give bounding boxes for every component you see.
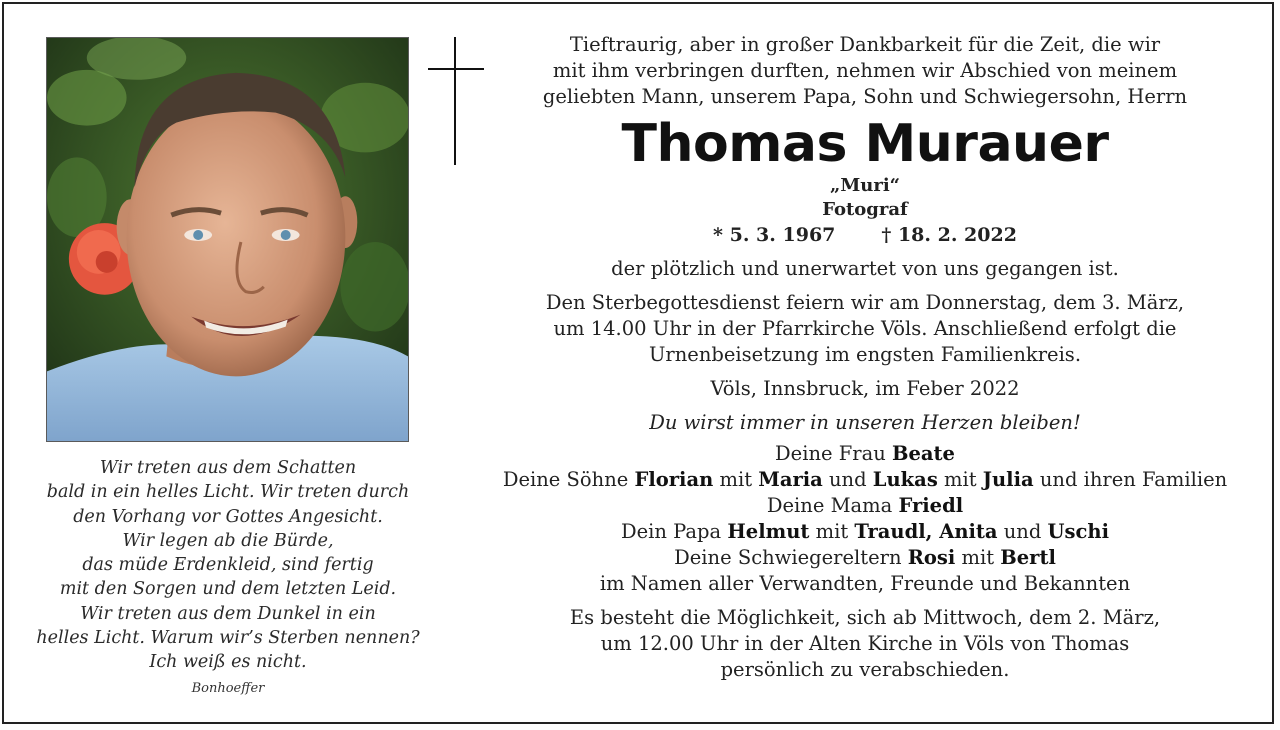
poem-line: Ich weiß es nicht. [149,652,307,673]
service-line: Den Sterbegottesdienst feiern wir am Donnerstag, dem 3. März, [545,291,1185,314]
life-dates [490,222,1240,248]
portrait-image [47,38,408,441]
poem-line: Wir treten aus dem Dunkel in ein [80,603,376,624]
farewell-line: Es besteht die Möglichkeit, sich ab Mittwoch, dem 2. März, [569,606,1161,629]
farewell-line: um 12.00 Uhr in der Alten Kirche in Völs von Thomas [600,632,1130,655]
cross-symbol [428,37,484,165]
place-date: Völs, Innsbruck, im Feber 2022 [710,377,1020,400]
passing-text: der plötzlich und unerwartet von uns gegangen ist. [611,257,1119,280]
poem-line: helles Licht. Warum wir’s Sterben nennen? [36,628,420,649]
cross-vertical-bar [454,37,456,165]
deceased-nickname: „Muri“ [829,175,901,196]
mourner-line: Deine Schwiegereltern Rosi mit Bertl [674,546,1056,569]
portrait-photo [46,37,409,442]
mourner-line: Deine Frau Beate [775,442,955,465]
poem-line: Wir legen ab die Bürde, [122,530,334,551]
mourner-line: Deine Söhne Florian mit Maria und Lukas mit Julia und ihren Familien [502,468,1228,491]
mourner-line: Deine Mama Friedl [766,494,964,517]
poem-line: bald in ein helles Licht. Wir treten durch [46,482,410,503]
motto: Du wirst immer in unseren Herzen bleiben! [649,411,1081,434]
birth-date: * 5. 3. 1967 [713,224,836,246]
intro-line: geliebten Mann, unserem Papa, Sohn und Schwiegersohn, Herrn [542,85,1188,108]
death-date: † 18. 2. 2022 [881,224,1017,246]
intro-line: mit ihm verbringen durften, nehmen wir Abschied von meinem [552,59,1178,82]
deceased-name: Thomas Murauer [621,114,1109,174]
poem-line: das müde Erdenkleid, sind fertig [82,555,374,576]
poem-author: Bonhoeffer [191,680,265,696]
farewell-line: persönlich zu verabschieden. [720,658,1010,681]
poem-line: mit den Sorgen und dem letzten Leid. [59,579,397,600]
deceased-profession: Fotograf [822,199,908,220]
mourner-line: im Namen aller Verwandten, Freunde und Bekannten [599,572,1131,595]
obituary-text [490,32,1240,683]
intro-line: Tieftraurig, aber in großer Dankbarkeit für die Zeit, die wir [569,33,1161,56]
poem-line: Wir treten aus dem Schatten [99,458,357,478]
service-line: Urnenbeisetzung im engsten Familienkreis. [648,343,1082,366]
poem [16,456,440,701]
service-line: um 14.00 Uhr in der Pfarrkirche Völs. Anschließend erfolgt die [553,317,1177,340]
cross-horizontal-bar [428,68,484,70]
poem-line: den Vorhang vor Gottes Angesicht. [73,506,383,527]
mourner-line: Dein Papa Helmut mit Traudl, Anita und Uschi [621,520,1109,543]
